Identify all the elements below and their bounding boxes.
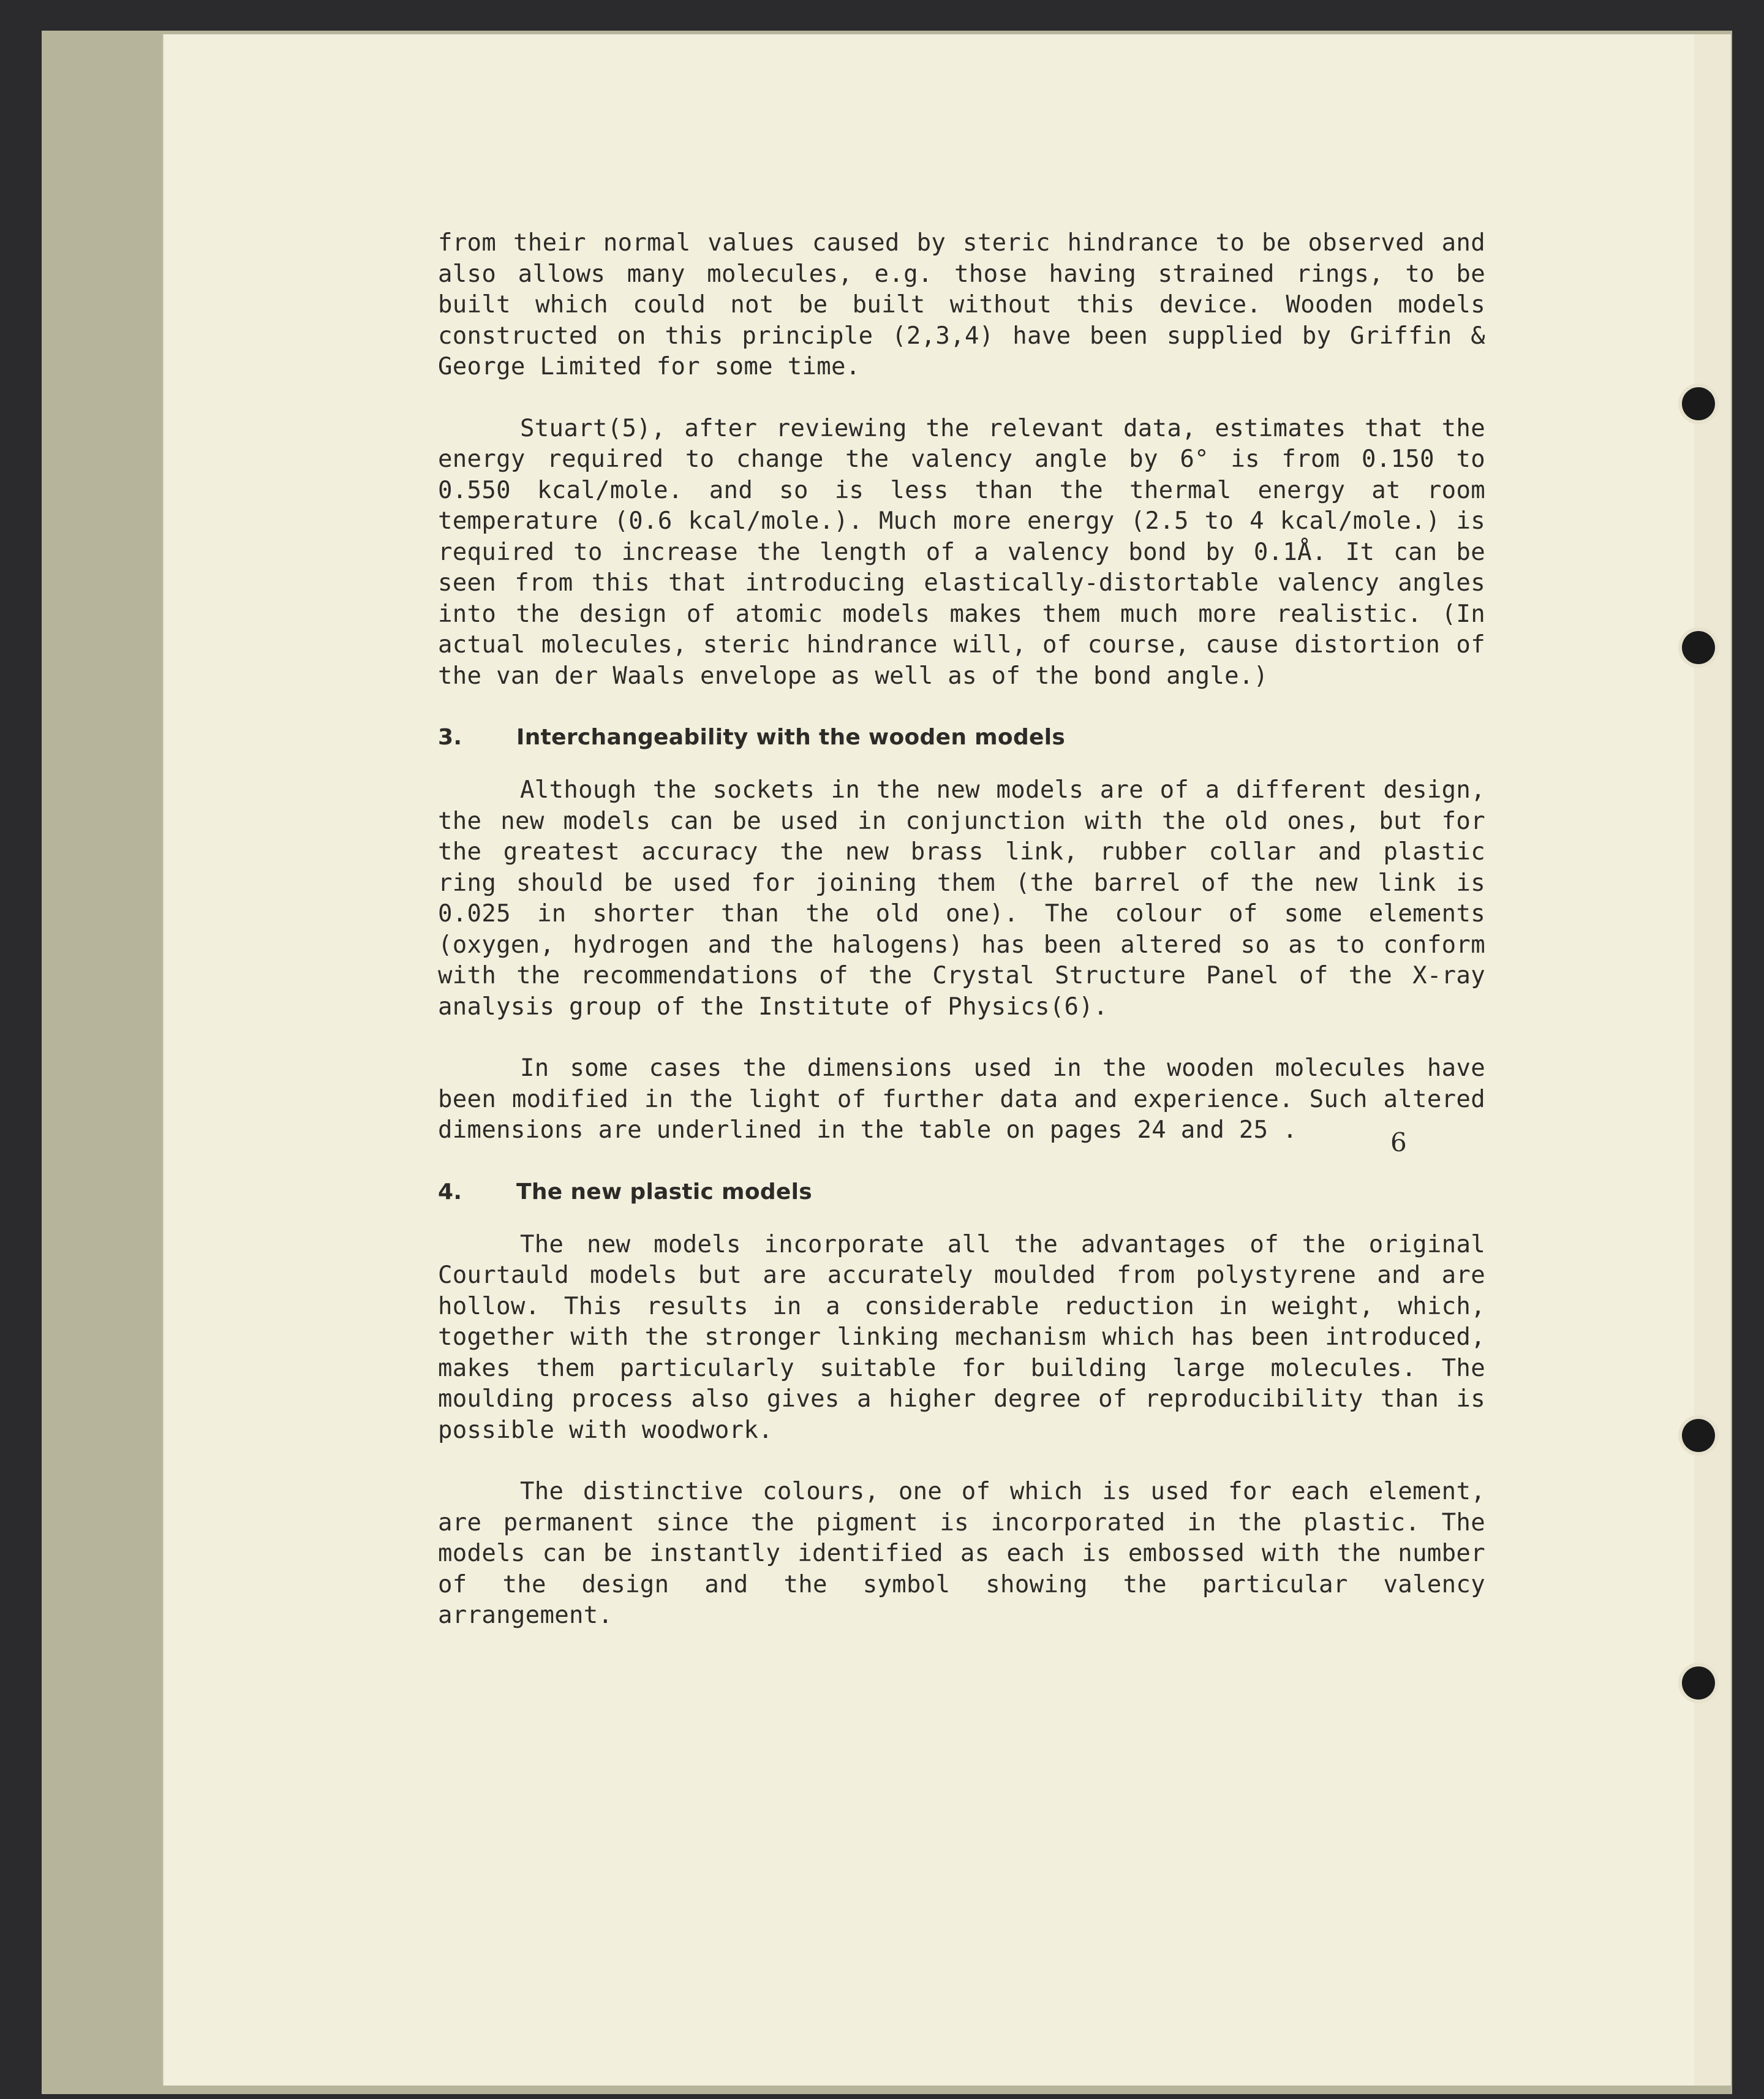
punch-hole <box>1682 387 1715 420</box>
punch-hole <box>1682 631 1715 664</box>
section-title: The new plastic models <box>516 1179 813 1205</box>
section-title: Interchangeability with the wooden models <box>516 725 1066 750</box>
punch-hole <box>1682 1419 1715 1452</box>
paragraph-continuation: from their normal values caused by steric hindrance to be observed and also allows many molecules, e.g. those having strained rings, to be built which could not be built without this device. Wooden models constructed on this principle (2,3,4) have been supplied by Griffin & George Limited for some time. <box>438 229 1485 380</box>
section-number: 3. <box>438 725 462 750</box>
paragraph-sockets: Although the sockets in the new models are of a different design, the new models can be used in conjunction with the old ones, but for the greatest accuracy the new brass link, rubber collar and plastic ring should be used for joining them (the barrel of the new link is 0.025 in shorter than the old one). The colour of some elements (oxygen, hydrogen and the halogens) has been altered so as to conform with the recommendations of the Crystal Structure Panel of the X-ray analysis group of the Institute of Physics(6). <box>438 776 1485 1021</box>
punch-hole <box>1682 1666 1715 1700</box>
paragraph-colours: The distinctive colours, one of which is used for each element, are permanent since the pigment is incorporated in the plastic. The models can be instantly identified as each is embossed with the number of the design and the symbol showing the particular valency arrangement. <box>438 1478 1485 1629</box>
section-heading-4 <box>438 1177 1485 1208</box>
section-heading-3 <box>438 722 1485 753</box>
page-number: 6 <box>1390 1127 1408 1157</box>
paragraph-stuart: Stuart(5), after reviewing the relevant data, estimates that the energy required to change the valency angle by 6° is from 0.150 to 0.550 kcal/mole. and so is less than the thermal energy at room temperature (0.6 kcal/mole.). Much more energy (2.5 to 4 kcal/mole.) is required to increase the length of a valency bond by 0.1Å. It can be seen from this that introducing elastically-distortable valency angles into the design of atomic models makes them much more realistic. (In actual molecules, steric hindrance will, of course, cause distortion of the van der Waals envelope as well as of the bond angle.) <box>438 414 1485 690</box>
paragraph-new-models: The new models incorporate all the advantages of the original Courtauld models but are accurately moulded from polystyrene and are hollow. This results in a considerable reduction in weight, which, together with the stronger linking mechanism which has been introduced, makes them particularly suitable for building large molecules. The moulding process also gives a higher degree of reproducibility than is possible with woodwork. <box>438 1230 1485 1444</box>
section-number: 4. <box>438 1179 462 1205</box>
body-text <box>438 228 1485 1662</box>
paragraph-dimensions: In some cases the dimensions used in the wooden molecules have been modified in the light of further data and experience. Such altered dimensions are underlined in the table on pages 24 and 25 . <box>438 1054 1485 1144</box>
next-page-edge <box>1694 34 1731 2086</box>
